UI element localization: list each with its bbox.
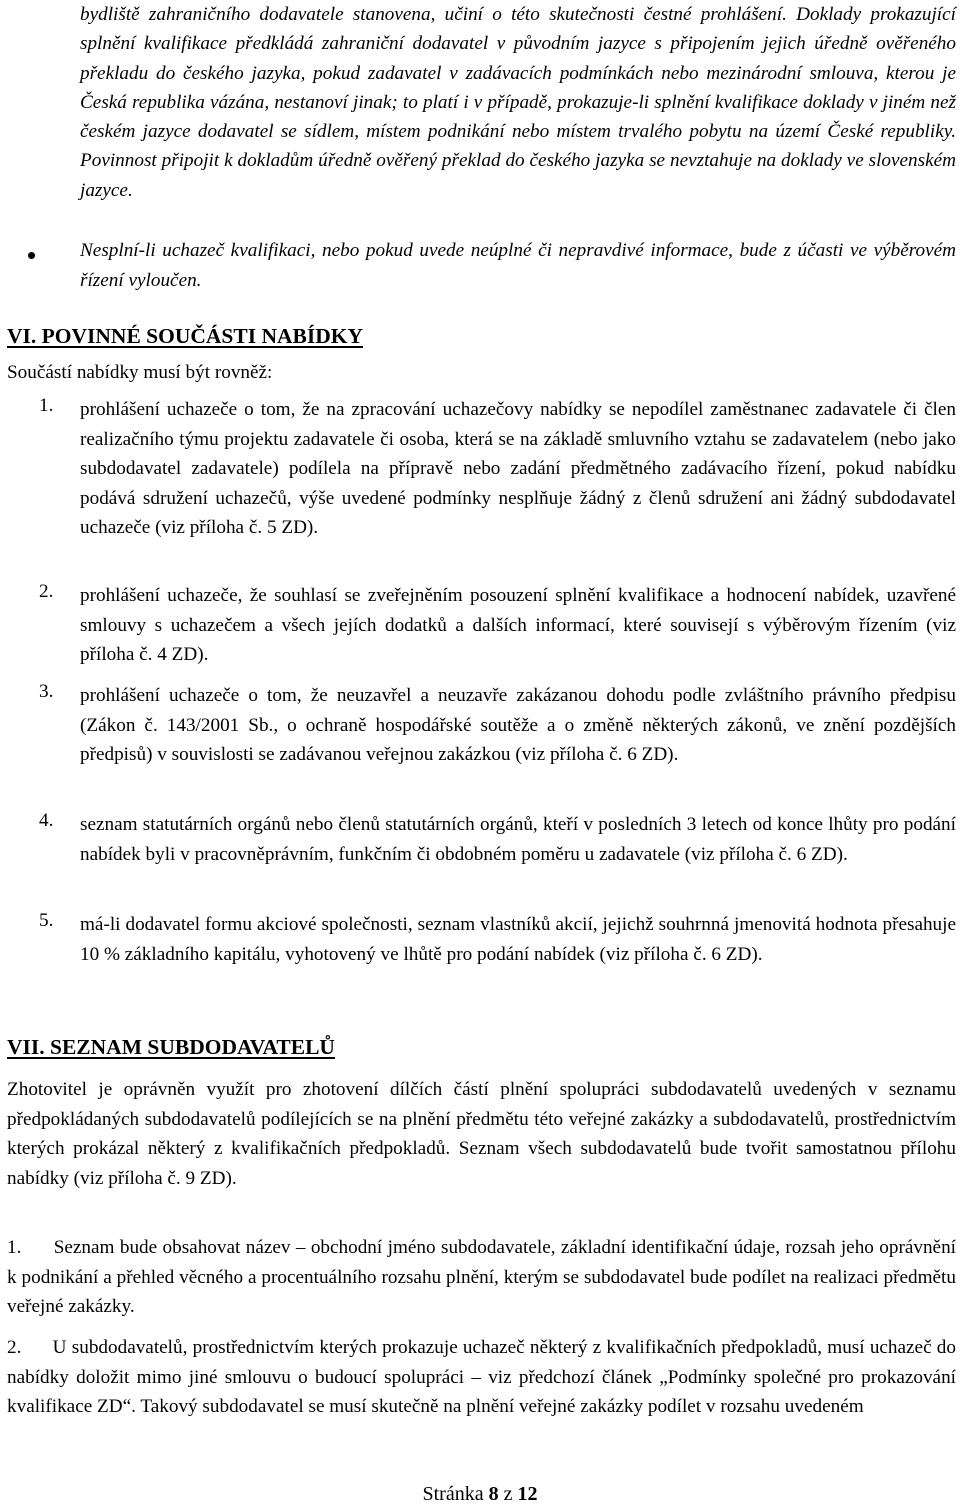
footer-page-number: 8 <box>488 1483 499 1505</box>
list-item-text: prohlášení uchazeče o tom, že neuzavřel a neuzavře zakázanou dohodu podle zvláštního právního předpisu (Zákon č. 143/2001 Sb., o ochraně hospodářské soutěže a o změně některých zákonů, ve znění pozdějších předpisů) v souvislosti se zadávanou veřejnou zakázkou (viz příloha č. 6 ZD). <box>80 685 956 765</box>
list-item-number: 1. <box>39 395 54 416</box>
bullet-dot-icon <box>28 252 35 259</box>
numbered-paragraph: 1. Seznam bude obsahovat název – obchodní jméno subdodavatele, základní identifikační údaje, rozsah jeho oprávnění k podnikání a přehled věcného a procentuálního rozsahu plnění, kterým se subdodavatel bude podílet na realizaci předmětu veřejné zakázky. <box>7 1237 956 1317</box>
numbered-paragraph: 2. U subdodavatelů, prostřednictvím kterých prokazuje uchazeč některý z kvalifikačních předpokladů, musí uchazeč do nabídky doložit mimo jiné smlouvu o budoucí spolupráci – viz předchozí článek „Podmínky společné pro prokazování kvalifikace ZD“. Takový subdodavatel se musí skutečně na plnění veřejné zakázky podílet v rozsahu uvedeném <box>7 1337 956 1417</box>
bullet-text: Nesplní-li uchazeč kvalifikaci, nebo pokud uvede neúplné či nepravdivé informace, bude z účasti ve výběrovém řízení vyloučen. <box>80 240 956 291</box>
list-item-text: prohlášení uchazeče, že souhlasí se zveřejněním posouzení splnění kvalifikace a hodnocení nabídek, uzavřené smlouvy s uchazečem a všech jejích dodatků a dalších informací, které souvisejí s výběrovým řízením (viz příloha č. 4 ZD). <box>80 585 956 665</box>
list-item-number: 4. <box>39 810 54 831</box>
list-item-text: má-li dodavatel formu akciové společnosti, seznam vlastníků akcií, jejichž souhrnná jmenovitá hodnota přesahuje 10 % základního kapitálu, vyhotovený ve lhůtě pro podání nabídek (viz příloha č. 6 ZD). <box>80 914 956 965</box>
page-footer <box>0 1483 960 1506</box>
section-heading-vii: VII. SEZNAM SUBDODAVATELŮ <box>7 1035 335 1059</box>
list-item-number: 2. <box>39 581 54 602</box>
bullet-paragraph-foreign-documents: bydliště zahraničního dodavatele stanovena, učiní o této skutečnosti čestné prohlášení. Doklady prokazující splnění kvalifikace předkládá zahraniční dodavatel v původním jazyce s připojením jejich úředně ověřeného překladu do českého jazyka, pokud zadavatel v zadávacích podmínkách nebo mezinárodní smlouva, kterou je Česká republika vázána, nestanoví jinak; to platí i v případě, prokazuje-li splnění kvalifikace doklady v jiném než českém jazyce dodavatel se sídlem, místem podnikání nebo místem trvalého pobytu na území České republiky. Povinnost připojit k dokladům úředně ověřený překlad do českého jazyka se nevztahuje na doklady ve slovenském jazyce. <box>80 4 956 201</box>
list-item-number: 3. <box>39 681 54 702</box>
list-item-number: 5. <box>39 910 54 931</box>
section-lead-text: Součástí nabídky musí být rovněž: <box>7 362 273 383</box>
list-item-text: prohlášení uchazeče o tom, že na zpracování uchazečovy nabídky se nepodílel zaměstnanec zadavatele či člen realizačního týmu projektu zadavatele či osoba, která se na základě smluvního vztahu se zadavatelem (nebo jako subdodavatel zadavatele) podílela na přípravě nebo zadání předmětného zadávacího řízení, pokud nabídku podává sdružení uchazečů, výše uvedené podmínky nesplňuje žádný z členů sdružení ani žádný subdodavatel uchazeče (viz příloha č. 5 ZD). <box>80 399 956 538</box>
footer-page-total: 12 <box>517 1483 538 1505</box>
section-intro-paragraph: Zhotovitel je oprávněn využít pro zhotovení dílčích částí plnění spolupráci subdodavatelů uvedených v seznamu předpokládaných subdodavatelů podílejících se na plnění předmětu této veřejné zakázky a subdodavatelů, prostřednictvím kterých prokázal některý z kvalifikačních předpokladů. Seznam všech subdodavatelů bude tvořit samostatnou přílohu nabídky (viz příloha č. 9 ZD). <box>7 1079 956 1189</box>
list-item-text: seznam statutárních orgánů nebo členů statutárních orgánů, kteří v posledních 3 letech od konce lhůty pro podání nabídek byli v pracovněprávním, funkčním či obdobném poměru u zadavatele (viz příloha č. 6 ZD). <box>80 814 956 865</box>
section-heading-vi: VI. POVINNÉ SOUČÁSTI NABÍDKY <box>7 324 363 348</box>
footer-page-label: Stránka <box>422 1483 484 1505</box>
footer-of-label: z <box>503 1483 513 1505</box>
